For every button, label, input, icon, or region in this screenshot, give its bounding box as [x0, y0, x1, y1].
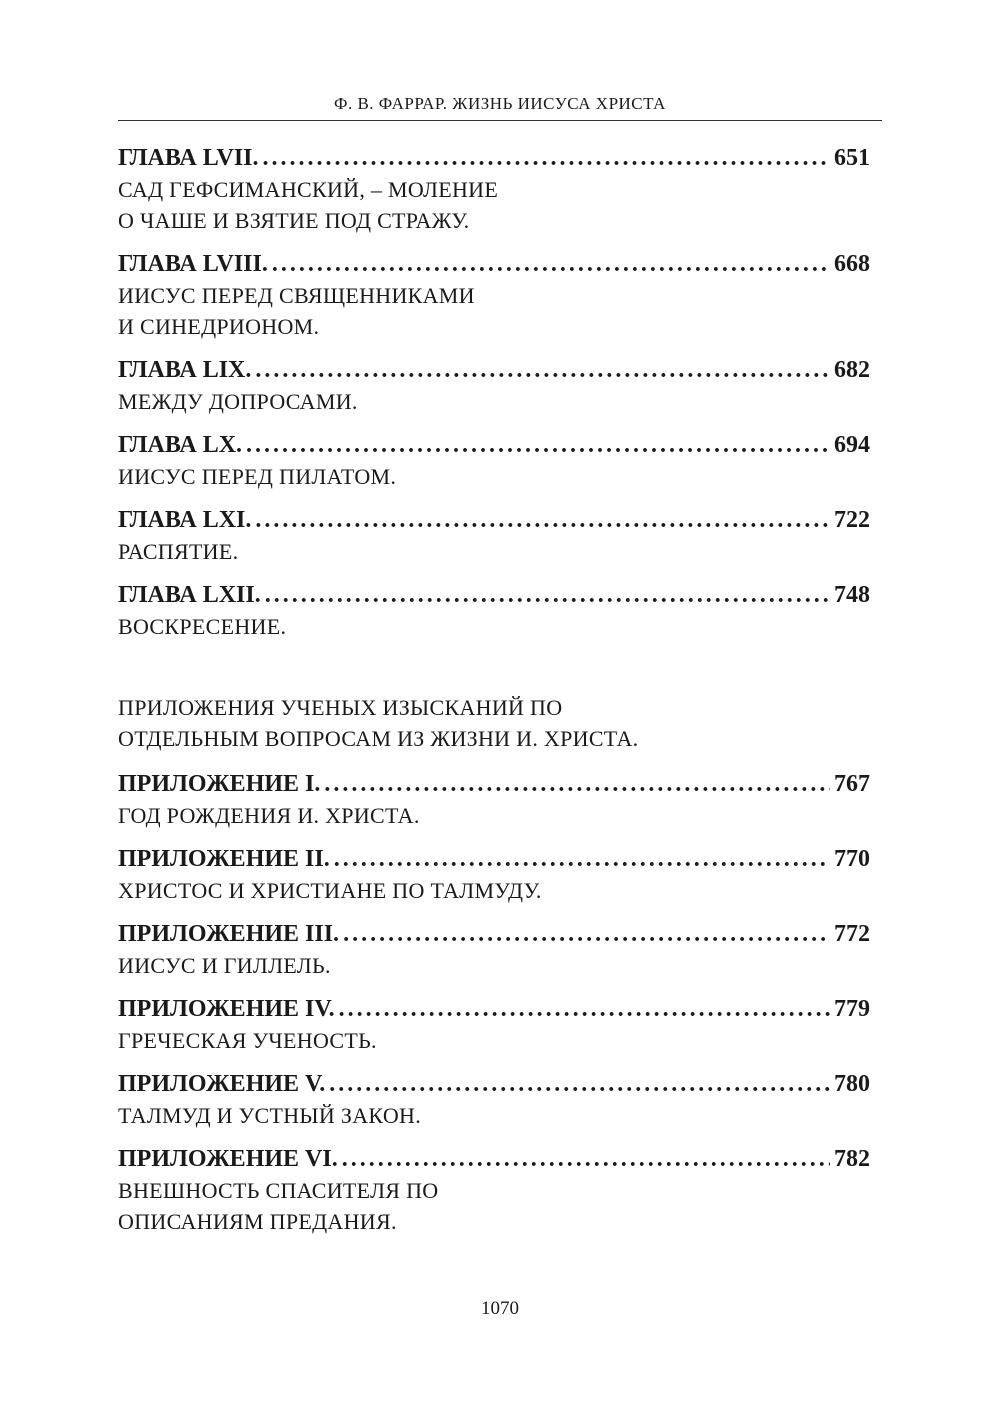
appendix-entry [118, 843, 870, 906]
entry-heading [118, 248, 870, 280]
entry-label: ГЛАВА LXI. [118, 507, 252, 533]
entry-heading [118, 579, 870, 611]
entry-description-line: И СИНЕДРИОНОМ. [118, 314, 320, 339]
entry-description-line: ГРЕЧЕСКАЯ УЧЕНОСТЬ. [118, 1028, 377, 1053]
entry-description-line: ОПИСАНИЯМ ПРЕДАНИЯ. [118, 1209, 397, 1234]
entry-page-number: 682 [834, 357, 870, 383]
entry-page-number: 748 [834, 582, 870, 608]
entry-page-number: 651 [834, 145, 870, 171]
entry-label: ГЛАВА LVII. [118, 145, 259, 171]
entry-page-number: 767 [834, 771, 870, 797]
entry-page-number: 722 [834, 507, 870, 533]
appendix-entry [118, 918, 870, 981]
table-of-contents [118, 142, 870, 1249]
dot-leader [246, 429, 830, 461]
entry-page-number: 694 [834, 432, 870, 458]
appendix-heading-line: ПРИЛОЖЕНИЯ УЧЕНЫХ ИЗЫСКАНИЙ ПО [118, 695, 563, 720]
entry-description-line: ИИСУС ПЕРЕД ПИЛАТОМ. [118, 464, 397, 489]
entry-heading [118, 504, 870, 536]
dot-leader [272, 248, 830, 280]
entry-heading [118, 142, 870, 174]
chapter-entry [118, 354, 870, 417]
chapter-entry [118, 504, 870, 567]
dot-leader [339, 993, 830, 1025]
entry-description-line: ТАЛМУД И УСТНЫЙ ЗАКОН. [118, 1103, 422, 1128]
entry-label: ПРИЛОЖЕНИЕ II. [118, 846, 330, 872]
running-title: Ф. В. ФАРРАР. ЖИЗНЬ ИИСУСА ХРИСТА [334, 94, 666, 113]
dot-leader [265, 579, 830, 611]
dot-leader [263, 142, 830, 174]
entry-page-number: 668 [834, 251, 870, 277]
entry-description-line: ХРИСТОС И ХРИСТИАНЕ ПО ТАЛМУДУ. [118, 878, 542, 903]
dot-leader [343, 918, 830, 950]
appendix-heading [118, 692, 870, 754]
entry-description-line: МЕЖДУ ДОПРОСАМИ. [118, 389, 358, 414]
appendix-section [118, 692, 870, 1237]
chapter-list [118, 142, 870, 642]
entry-heading [118, 843, 870, 875]
dot-leader [255, 354, 830, 386]
appendix-entry [118, 768, 870, 831]
dot-leader [334, 843, 830, 875]
entry-label: ПРИЛОЖЕНИЕ V. [118, 1071, 326, 1097]
entry-description-line: САД ГЕФСИМАНСКИЙ, – МОЛЕНИЕ [118, 177, 499, 202]
entry-label: ГЛАВА LX. [118, 432, 243, 458]
entry-description-line: ВОСКРЕСЕНИЕ. [118, 614, 287, 639]
entry-label: ГЛАВА LVIII. [118, 251, 268, 277]
header-rule [118, 120, 882, 121]
chapter-entry [118, 429, 870, 492]
entry-description-line: РАСПЯТИЕ. [118, 539, 239, 564]
entry-page-number: 772 [834, 921, 870, 947]
entry-description-line: ИИСУС ПЕРЕД СВЯЩЕННИКАМИ [118, 283, 475, 308]
entry-label: ГЛАВА LIX. [118, 357, 252, 383]
entry-heading [118, 918, 870, 950]
page-number: 1070 [481, 1298, 519, 1319]
entry-page-number: 782 [834, 1146, 870, 1172]
dot-leader [329, 1068, 830, 1100]
dot-leader [342, 1143, 830, 1175]
entry-heading [118, 768, 870, 800]
chapter-entry [118, 248, 870, 342]
entry-heading [118, 993, 870, 1025]
appendix-entry [118, 1143, 870, 1237]
chapter-entry [118, 579, 870, 642]
entry-heading [118, 1068, 870, 1100]
entry-heading [118, 354, 870, 386]
entry-description-line: ВНЕШНОСТЬ СПАСИТЕЛЯ ПО [118, 1178, 439, 1203]
entry-label: ПРИЛОЖЕНИЕ VI. [118, 1146, 338, 1172]
dot-leader [324, 768, 830, 800]
entry-label: ПРИЛОЖЕНИЕ III. [118, 921, 340, 947]
entry-description-line: ИИСУС И ГИЛЛЕЛЬ. [118, 953, 331, 978]
entry-description-line: О ЧАШЕ И ВЗЯТИЕ ПОД СТРАЖУ. [118, 208, 470, 233]
entry-label: ПРИЛОЖЕНИЕ I. [118, 771, 321, 797]
entry-page-number: 779 [834, 996, 870, 1022]
entry-description-line: ГОД РОЖДЕНИЯ И. ХРИСТА. [118, 803, 420, 828]
dot-leader [255, 504, 830, 536]
appendix-heading-line: ОТДЕЛЬНЫМ ВОПРОСАМ ИЗ ЖИЗНИ И. ХРИСТА. [118, 726, 639, 751]
appendix-entry [118, 1068, 870, 1131]
entry-page-number: 780 [834, 1071, 870, 1097]
entry-page-number: 770 [834, 846, 870, 872]
appendix-list [118, 768, 870, 1237]
entry-label: ГЛАВА LXII. [118, 582, 261, 608]
appendix-entry [118, 993, 870, 1056]
entry-heading [118, 429, 870, 461]
chapter-entry [118, 142, 870, 236]
entry-label: ПРИЛОЖЕНИЕ IV. [118, 996, 335, 1022]
entry-heading [118, 1143, 870, 1175]
